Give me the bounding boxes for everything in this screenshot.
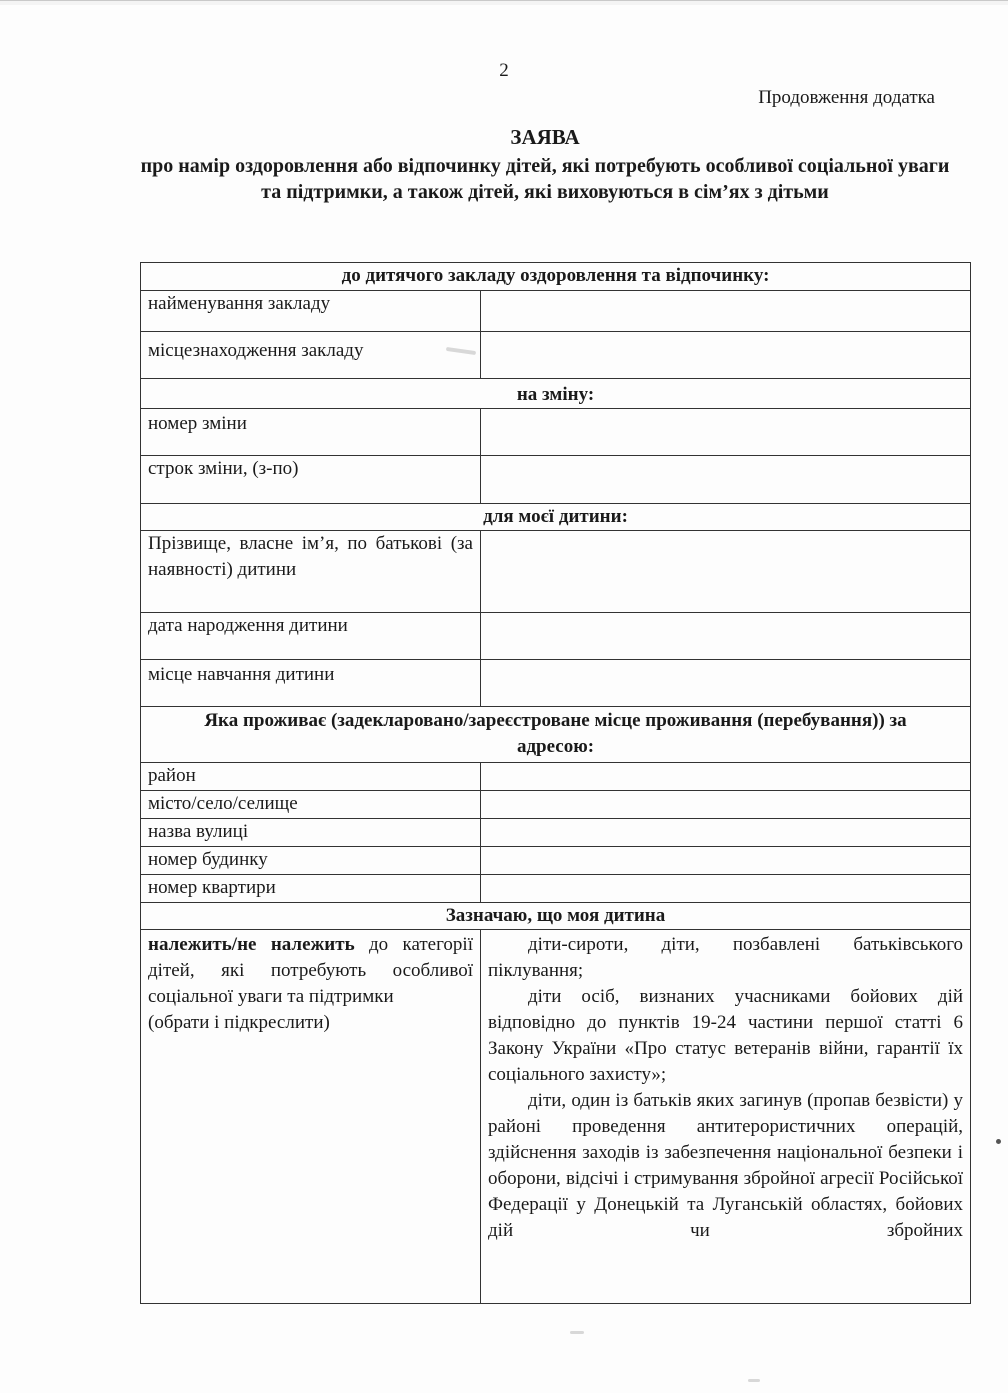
section-heading-row <box>141 379 971 409</box>
field-value-shift-number[interactable] <box>481 409 971 456</box>
section-heading-institution: до дитячого закладу оздоровлення та відпочинку: <box>141 263 971 291</box>
field-label-institution-name: найменування закладу <box>141 291 481 332</box>
category-label-note: (обрати і підкреслити) <box>148 1012 330 1033</box>
field-value-settlement[interactable] <box>481 791 971 819</box>
field-label-child-school: місце навчання дитини <box>141 660 481 707</box>
field-value-house-number[interactable] <box>481 847 971 875</box>
section-heading-category: Зазначаю, що моя дитина <box>141 903 971 930</box>
continuation-note: Продовження додатка <box>758 87 935 108</box>
field-value-institution-location[interactable] <box>481 332 971 379</box>
field-value-district[interactable] <box>481 763 971 791</box>
category-option[interactable]: діти-сироти, діти, позбавлені батьківського піклування; <box>488 934 964 981</box>
field-label-district: район <box>141 763 481 791</box>
form-row <box>141 763 971 791</box>
form-row <box>141 791 971 819</box>
field-label-institution-location: місцезнаходження закладу <box>141 332 481 379</box>
form-row <box>141 291 971 332</box>
section-heading-row <box>141 707 971 763</box>
form-row <box>141 819 971 847</box>
section-heading-address: Яка проживає (задекларовано/зареєстроване місце проживання (перебування)) за адресою: <box>141 707 971 763</box>
form-row <box>141 613 971 660</box>
field-label-shift-period: строк зміни, (з-по) <box>141 456 481 504</box>
field-value-apartment-number[interactable] <box>481 875 971 903</box>
section-heading-row <box>141 263 971 291</box>
scan-mark <box>748 1379 760 1382</box>
form-row <box>141 531 971 613</box>
field-value-child-full-name[interactable] <box>481 531 971 613</box>
form-row <box>141 456 971 504</box>
section-heading-row <box>141 903 971 930</box>
category-label-bold: належить/не належить <box>148 934 355 955</box>
field-value-institution-name[interactable] <box>481 291 971 332</box>
field-value-street[interactable] <box>481 819 971 847</box>
field-value-child-birth-date[interactable] <box>481 613 971 660</box>
form-row <box>141 660 971 707</box>
field-label-shift-number: номер зміни <box>141 409 481 456</box>
title-subtitle: про намір оздоровлення або відпочинку дітей, які потребують особливої соціальної уваги та підтримки, а також дітей, які виховуються в сім’ях з дітьми <box>140 155 950 203</box>
form-row <box>141 847 971 875</box>
form-row <box>141 930 971 1304</box>
field-label-settlement: місто/село/селище <box>141 791 481 819</box>
field-label-child-birth-date: дата народження дитини <box>141 613 481 660</box>
field-label-child-full-name: Прізвище, власне ім’я, по батькові (за наявності) дитини <box>141 531 481 613</box>
scan-mark <box>570 1331 584 1334</box>
document-title <box>130 124 960 205</box>
category-options-cell <box>481 930 971 1304</box>
field-value-shift-period[interactable] <box>481 456 971 504</box>
category-label <box>148 932 473 1010</box>
form-row <box>141 332 971 379</box>
category-option[interactable]: діти осіб, визнаних учасниками бойових дій відповідно до пунктів 19-24 частини першої статті 6 Закону України «Про статус ветеранів війни, гарантії їх соціального захисту»; <box>488 986 964 1085</box>
scan-dot <box>996 1139 1001 1144</box>
field-label-street: назва вулиці <box>141 819 481 847</box>
category-label-cell <box>141 930 481 1304</box>
section-heading-child: для моєї дитини: <box>141 504 971 531</box>
category-option[interactable]: діти, один із батьків яких загинув (пропав безвісти) у районі проведення антитерористичних операцій, здійснення заходів із забезпечення національної безпеки і оборони, відсічі і стримування збройної агресії Російської Федерації у Донецькій та Луганській областях, бойових дій чи збройних <box>488 1090 964 1241</box>
form-row <box>141 409 971 456</box>
form-row <box>141 875 971 903</box>
field-label-house-number: номер будинку <box>141 847 481 875</box>
scan-top-edge <box>0 0 1008 5</box>
field-label-apartment-number: номер квартири <box>141 875 481 903</box>
application-form-table <box>140 262 971 1304</box>
section-heading-shift: на зміну: <box>141 379 971 409</box>
field-value-child-school[interactable] <box>481 660 971 707</box>
page-number: 2 <box>499 60 509 81</box>
section-heading-row <box>141 504 971 531</box>
title-main: ЗАЯВА <box>510 125 580 149</box>
category-label-text: до категорії дітей, які потребують особливої соціальної уваги та підтримки <box>148 934 473 1007</box>
